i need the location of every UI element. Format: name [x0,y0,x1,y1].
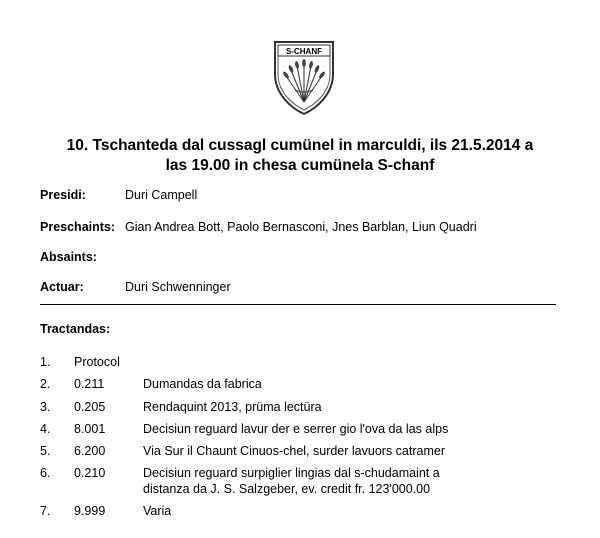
absaints-label: Absaints: [40,250,97,264]
section-divider [40,304,556,305]
agenda-code: 0.205 [74,400,106,414]
agenda-text: Dumandas da fabrica [143,377,262,391]
title-line-1: 10. Tschanteda dal cussagl cumünel in marculdi, ils 21.5.2014 a [66,137,534,154]
agenda-number: 4. [40,422,51,436]
agenda-text: Decisiun reguard lavur der e serrer gio l'ova da las alps [143,422,449,436]
agenda-code: Protocol [74,355,120,369]
crest-label: S-CHANF [286,47,322,56]
agenda-text: Rendaquint 2013, prüma lectüra [143,400,322,414]
municipality-crest-logo [273,40,335,116]
preschaints-value: Gian Andrea Bott, Paolo Bernasconi, Jnes Barblan, Liun Quadri [125,220,477,234]
agenda-code: 9.999 [74,504,106,518]
agenda-text: Varia [143,504,172,518]
agenda-text: Via Sur il Chaunt Cinuos-chel, surder lavuors catramer [143,444,445,458]
tractandas-heading: Tractandas: [40,322,111,336]
agenda-number: 5. [40,444,51,458]
actuar-label: Actuar: [40,280,84,294]
agenda-number: 1. [40,355,51,369]
title-line-2: las 19.00 in chesa cumünela S-chanf [165,157,435,174]
document-title [20,136,580,176]
agenda-number: 7. [40,504,51,518]
agenda-code: 6.200 [74,444,106,458]
agenda-number: 6. [40,466,51,480]
preschaints-label: Preschaints: [40,220,116,234]
agenda-number: 2. [40,377,51,391]
agenda-code: 0.210 [74,466,106,480]
presidi-value: Duri Campell [125,188,198,202]
agenda-text-line-2: distanza da J. S. Salzgeber, ev. credit fr. 123'000.00 [143,482,431,496]
agenda-text: Decisiun reguard surpiglier lingias dal s-chudamaint a [143,466,440,480]
agenda-number: 3. [40,400,51,414]
actuar-value: Duri Schwenninger [125,280,231,294]
presidi-label: Presidi: [40,188,86,202]
agenda-code: 0.211 [74,377,105,391]
agenda-code: 8.001 [74,422,106,436]
